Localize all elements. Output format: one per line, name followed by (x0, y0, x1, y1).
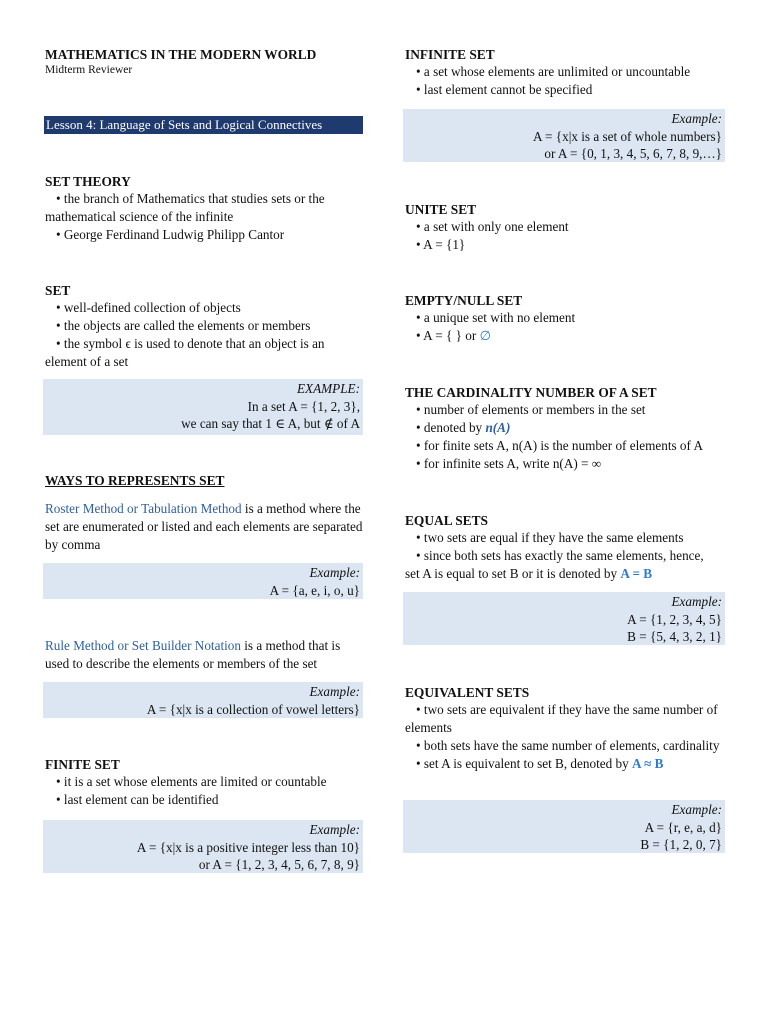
bullet-item: • two sets are equivalent if they have the same number of elements (405, 702, 718, 735)
example-line: A = {r, e, a, d} (644, 819, 722, 835)
section-heading: EQUIVALENT SETS (405, 685, 530, 700)
bullet-item: • a set whose elements are unlimited or uncountable (416, 64, 691, 79)
bullet-item: • two sets are equal if they have the same elements (416, 530, 684, 545)
example-label: EXAMPLE: (297, 381, 360, 396)
section-empty-set (405, 292, 725, 345)
section-heading: EMPTY/NULL SET (405, 293, 523, 308)
section-heading: SET (45, 283, 71, 298)
example-label: Example: (671, 111, 722, 126)
example-line: A = {x|x is a collection of vowel letters} (146, 701, 360, 717)
example-line: we can say that 1 ∈ A, but ∉ of A (181, 416, 360, 431)
bullet-item: • last element can be identified (56, 792, 219, 807)
section-equivalent-sets (405, 684, 725, 773)
example-box-set (43, 379, 363, 435)
example-line: A = {1, 2, 3, 4, 5} (627, 611, 722, 627)
section-unite-set (405, 201, 725, 254)
bullet-item: • since both sets has exactly the same elements, hence, (416, 548, 704, 563)
rule-method-paragraph (45, 637, 363, 673)
bullet-item: • for infinite sets A, write n(A) = ∞ (416, 456, 602, 471)
example-line: B = {5, 4, 3, 2, 1} (627, 629, 722, 644)
bullet-item: • for finite sets A, n(A) is the number of elements of A (416, 438, 703, 453)
example-label: Example: (309, 684, 360, 699)
bullet-item (405, 755, 725, 773)
example-box-equivalent (403, 800, 725, 853)
section-heading: THE CARDINALITY NUMBER OF A SET (405, 385, 657, 400)
section-heading: WAYS TO REPRESENTS SET (45, 473, 225, 488)
bullet-item: • well-defined collection of objects (56, 300, 241, 315)
bullet-item: • both sets have the same number of elements, cardinality (416, 738, 720, 753)
example-line: or A = {0, 1, 3, 4, 5, 6, 7, 8, 9,…} (544, 146, 722, 161)
rule-method-term: Rule Method or Set Builder Notation (45, 638, 241, 653)
example-box-roster (43, 563, 363, 599)
document-header (45, 46, 363, 78)
section-set-theory (45, 173, 363, 244)
example-box-rule (43, 682, 363, 718)
bullet-item: • last element cannot be specified (416, 82, 593, 97)
section-heading: FINITE SET (45, 757, 120, 772)
bullet-text: • A = { } or (416, 328, 480, 343)
bullet-item: • George Ferdinand Ludwig Philipp Cantor (56, 227, 285, 242)
section-set (45, 282, 363, 371)
bullet-text: set A is equal to set B or it is denoted by (405, 566, 621, 581)
bullet-item (405, 327, 725, 345)
document-title: MATHEMATICS IN THE MODERN WORLD (45, 47, 317, 62)
bullet-item: • number of elements or members in the set (416, 402, 646, 417)
bullet-item: • the symbol ϵ is used to denote that an object is an element of a set (45, 336, 325, 369)
section-heading: EQUAL SETS (405, 513, 488, 528)
section-equal-sets (405, 512, 725, 583)
cardinality-symbol: n(A) (485, 420, 511, 435)
example-line: or A = {1, 2, 3, 4, 5, 6, 7, 8, 9} (198, 857, 360, 872)
example-line: In a set A = {1, 2, 3}, (247, 398, 360, 414)
example-label: Example: (309, 822, 360, 837)
section-heading: UNITE SET (405, 202, 477, 217)
roster-method-text: is a method where the set are enumerated or listed and each elements are separated by comma (45, 501, 363, 552)
bullet-text: • denoted by (416, 420, 486, 435)
example-label: Example: (309, 565, 360, 580)
equivalent-symbol: A ≈ B (631, 756, 664, 771)
example-box-equal (403, 592, 725, 645)
roster-method-term: Roster Method or Tabulation Method (45, 501, 242, 516)
document-subtitle: Midterm Reviewer (45, 64, 133, 76)
example-line: A = {a, e, i, o, u} (269, 582, 360, 598)
bullet-item (405, 419, 725, 437)
section-ways (45, 472, 363, 489)
section-finite-set (45, 756, 363, 809)
example-box-infinite (403, 109, 725, 162)
bullet-item-continued (405, 565, 725, 583)
bullet-item: • the branch of Mathematics that studies sets or the mathematical science of the infinite (45, 191, 325, 224)
example-line: A = {x|x is a positive integer less than 10} (136, 839, 360, 855)
section-infinite-set (405, 46, 725, 99)
bullet-item: • the objects are called the elements or members (56, 318, 311, 333)
bullet-item: • a unique set with no element (416, 310, 576, 325)
bullet-item: • A = {1} (416, 237, 466, 252)
lesson-banner: Lesson 4: Language of Sets and Logical Connectives (44, 116, 363, 134)
bullet-item: • a set with only one element (416, 219, 569, 234)
section-heading: SET THEORY (45, 174, 131, 189)
example-box-finite (43, 820, 363, 873)
example-label: Example: (671, 802, 722, 817)
roster-method-paragraph (45, 500, 363, 554)
empty-set-symbol: ∅ (479, 328, 492, 343)
example-line: B = {1, 2, 0, 7} (640, 837, 722, 852)
bullet-text: • set A is equivalent to set B, denoted by (416, 756, 632, 771)
rule-method-text: is a method that is used to describe the elements or members of the set (45, 638, 341, 671)
equal-symbol: A = B (620, 566, 653, 581)
section-cardinality (405, 384, 725, 473)
example-label: Example: (671, 594, 722, 609)
bullet-item: • it is a set whose elements are limited or countable (56, 774, 327, 789)
section-heading: INFINITE SET (405, 47, 495, 62)
example-line: A = {x|x is a set of whole numbers} (532, 128, 722, 144)
